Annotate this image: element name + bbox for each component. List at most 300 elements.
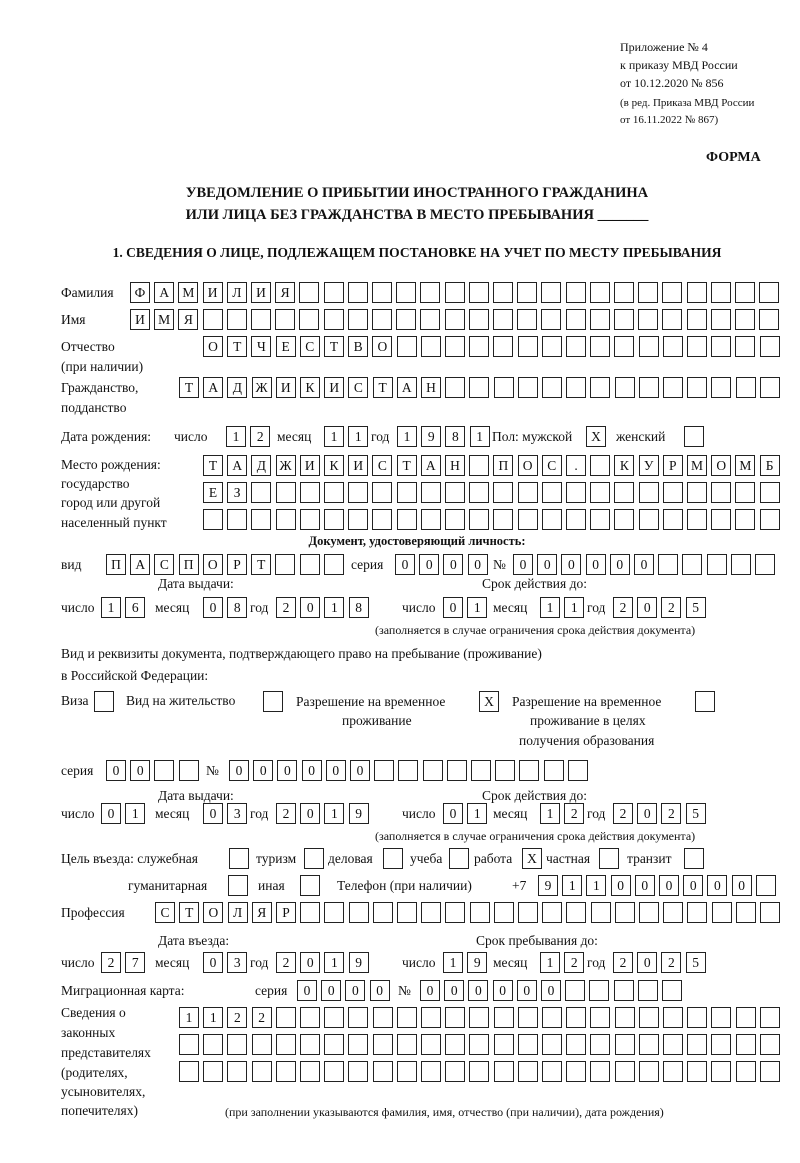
char-box[interactable] <box>517 282 537 303</box>
char-box[interactable] <box>276 1061 296 1082</box>
char-box[interactable] <box>760 482 780 503</box>
char-box[interactable] <box>396 282 416 303</box>
char-box[interactable] <box>518 336 538 357</box>
checkbox-cell[interactable]: X <box>522 848 542 869</box>
char-box[interactable] <box>445 1061 465 1082</box>
char-box[interactable] <box>711 1007 731 1028</box>
char-box[interactable] <box>348 1034 368 1055</box>
char-box[interactable]: 8 <box>349 597 369 618</box>
right-doc-issue-year-field[interactable] <box>276 803 373 824</box>
char-box[interactable] <box>639 377 659 398</box>
char-box[interactable] <box>398 760 418 781</box>
char-box[interactable] <box>227 509 247 530</box>
char-box[interactable] <box>663 902 683 923</box>
char-box[interactable] <box>276 482 296 503</box>
purpose-official-checkbox[interactable] <box>229 848 253 869</box>
char-box[interactable] <box>687 282 707 303</box>
char-box[interactable]: 1 <box>562 875 582 896</box>
char-box[interactable] <box>469 282 489 303</box>
char-box[interactable] <box>493 282 513 303</box>
char-box[interactable]: С <box>542 455 562 476</box>
char-box[interactable] <box>495 760 515 781</box>
doc-issue-day-field[interactable] <box>101 597 149 618</box>
char-box[interactable] <box>518 1061 538 1082</box>
char-box[interactable]: И <box>276 377 296 398</box>
char-box[interactable] <box>662 309 682 330</box>
checkbox-cell[interactable] <box>684 426 704 447</box>
char-box[interactable] <box>590 509 610 530</box>
char-box[interactable] <box>445 282 465 303</box>
char-box[interactable] <box>735 282 755 303</box>
char-box[interactable] <box>711 1034 731 1055</box>
char-box[interactable]: 0 <box>203 952 223 973</box>
char-box[interactable] <box>494 1007 514 1028</box>
char-box[interactable]: 2 <box>564 803 584 824</box>
char-box[interactable] <box>397 1034 417 1055</box>
purpose-study-checkbox[interactable] <box>449 848 473 869</box>
char-box[interactable]: 1 <box>564 597 584 618</box>
char-box[interactable] <box>299 309 319 330</box>
char-box[interactable] <box>494 902 514 923</box>
char-box[interactable]: С <box>155 902 175 923</box>
char-box[interactable] <box>639 482 659 503</box>
char-box[interactable] <box>421 482 441 503</box>
char-box[interactable] <box>324 1034 344 1055</box>
char-box[interactable]: 0 <box>468 980 488 1001</box>
surname-field[interactable] <box>130 282 783 303</box>
char-box[interactable]: Е <box>203 482 223 503</box>
char-box[interactable]: 2 <box>661 803 681 824</box>
birth-year-field[interactable] <box>397 426 494 447</box>
char-box[interactable] <box>566 1007 586 1028</box>
char-box[interactable] <box>614 336 634 357</box>
doc-issue-year-field[interactable] <box>276 597 373 618</box>
char-box[interactable] <box>494 1034 514 1055</box>
checkbox-cell[interactable] <box>304 848 324 869</box>
char-box[interactable] <box>300 1007 320 1028</box>
char-box[interactable] <box>542 377 562 398</box>
char-box[interactable]: И <box>251 282 271 303</box>
char-box[interactable] <box>421 336 441 357</box>
char-box[interactable]: И <box>203 282 223 303</box>
phone-field[interactable] <box>538 875 780 896</box>
visa-checkbox[interactable] <box>94 691 118 712</box>
char-box[interactable]: И <box>130 309 150 330</box>
char-box[interactable]: К <box>324 455 344 476</box>
char-box[interactable] <box>373 1061 393 1082</box>
char-box[interactable]: 0 <box>635 875 655 896</box>
char-box[interactable] <box>614 482 634 503</box>
char-box[interactable] <box>324 282 344 303</box>
char-box[interactable] <box>324 902 344 923</box>
char-box[interactable]: Т <box>373 377 393 398</box>
char-box[interactable] <box>300 482 320 503</box>
char-box[interactable] <box>349 902 369 923</box>
doc-valid-year-field[interactable] <box>613 597 710 618</box>
char-box[interactable]: 0 <box>683 875 703 896</box>
purpose-business-checkbox[interactable] <box>383 848 407 869</box>
char-box[interactable]: О <box>203 336 223 357</box>
char-box[interactable] <box>299 282 319 303</box>
char-box[interactable]: 2 <box>276 803 296 824</box>
checkbox-cell[interactable] <box>263 691 283 712</box>
char-box[interactable] <box>711 1061 731 1082</box>
char-box[interactable]: 9 <box>467 952 487 973</box>
right-doc-valid-year-field[interactable] <box>613 803 710 824</box>
char-box[interactable]: 2 <box>564 952 584 973</box>
char-box[interactable] <box>493 309 513 330</box>
char-box[interactable] <box>566 1034 586 1055</box>
birthplace-field-row3[interactable] <box>203 509 784 530</box>
char-box[interactable] <box>614 980 634 1001</box>
char-box[interactable]: Ч <box>251 336 271 357</box>
char-box[interactable]: Л <box>228 902 248 923</box>
char-box[interactable] <box>300 1061 320 1082</box>
char-box[interactable] <box>707 554 727 575</box>
checkbox-cell[interactable] <box>228 875 248 896</box>
char-box[interactable] <box>687 482 707 503</box>
entry-day-field[interactable] <box>101 952 149 973</box>
char-box[interactable]: 6 <box>125 597 145 618</box>
char-box[interactable] <box>275 309 295 330</box>
char-box[interactable] <box>251 482 271 503</box>
char-box[interactable]: Ж <box>252 377 272 398</box>
char-box[interactable]: 1 <box>324 597 344 618</box>
char-box[interactable]: 0 <box>203 597 223 618</box>
char-box[interactable] <box>638 980 658 1001</box>
char-box[interactable] <box>542 1034 562 1055</box>
char-box[interactable] <box>324 1007 344 1028</box>
char-box[interactable] <box>469 309 489 330</box>
char-box[interactable] <box>590 282 610 303</box>
char-box[interactable] <box>663 1061 683 1082</box>
trp-checkbox[interactable] <box>479 691 503 712</box>
char-box[interactable] <box>542 509 562 530</box>
char-box[interactable]: 0 <box>634 554 654 575</box>
purpose-other-checkbox[interactable] <box>300 875 324 896</box>
char-box[interactable]: 1 <box>470 426 490 447</box>
char-box[interactable] <box>687 1061 707 1082</box>
char-box[interactable]: А <box>203 377 223 398</box>
char-box[interactable]: 9 <box>538 875 558 896</box>
char-box[interactable] <box>736 1007 756 1028</box>
birth-day-field[interactable] <box>226 426 274 447</box>
char-box[interactable] <box>590 1034 610 1055</box>
char-box[interactable]: И <box>348 455 368 476</box>
char-box[interactable] <box>300 1034 320 1055</box>
char-box[interactable] <box>397 1061 417 1082</box>
char-box[interactable] <box>518 482 538 503</box>
char-box[interactable] <box>639 509 659 530</box>
char-box[interactable] <box>639 1007 659 1028</box>
char-box[interactable] <box>324 509 344 530</box>
char-box[interactable]: З <box>227 482 247 503</box>
char-box[interactable]: Т <box>251 554 271 575</box>
char-box[interactable] <box>687 1034 707 1055</box>
char-box[interactable] <box>469 482 489 503</box>
char-box[interactable]: 0 <box>637 952 657 973</box>
char-box[interactable] <box>711 309 731 330</box>
checkbox-cell[interactable] <box>599 848 619 869</box>
char-box[interactable] <box>759 282 779 303</box>
char-box[interactable] <box>372 509 392 530</box>
char-box[interactable]: 9 <box>349 803 369 824</box>
char-box[interactable]: Р <box>227 554 247 575</box>
doc-valid-day-field[interactable] <box>443 597 491 618</box>
char-box[interactable] <box>759 309 779 330</box>
char-box[interactable] <box>638 309 658 330</box>
char-box[interactable]: К <box>300 377 320 398</box>
char-box[interactable] <box>251 509 271 530</box>
char-box[interactable] <box>760 1007 780 1028</box>
right-doc-number-field[interactable] <box>229 760 592 781</box>
reps-field-row1[interactable] <box>179 1007 784 1028</box>
char-box[interactable]: 0 <box>707 875 727 896</box>
char-box[interactable]: 1 <box>443 952 463 973</box>
purpose-transit-checkbox[interactable] <box>684 848 708 869</box>
char-box[interactable] <box>493 509 513 530</box>
char-box[interactable] <box>373 902 393 923</box>
char-box[interactable]: 0 <box>130 760 150 781</box>
char-box[interactable]: А <box>130 554 150 575</box>
char-box[interactable]: 0 <box>493 980 513 1001</box>
char-box[interactable] <box>663 509 683 530</box>
char-box[interactable]: 0 <box>444 980 464 1001</box>
char-box[interactable] <box>469 455 489 476</box>
char-box[interactable] <box>663 482 683 503</box>
char-box[interactable] <box>712 902 732 923</box>
char-box[interactable]: 0 <box>517 980 537 1001</box>
char-box[interactable] <box>755 554 775 575</box>
char-box[interactable] <box>735 482 755 503</box>
char-box[interactable] <box>348 309 368 330</box>
char-box[interactable] <box>445 482 465 503</box>
char-box[interactable] <box>372 282 392 303</box>
char-box[interactable]: 0 <box>659 875 679 896</box>
char-box[interactable] <box>615 1061 635 1082</box>
birth-month-field[interactable] <box>324 426 372 447</box>
char-box[interactable] <box>469 1034 489 1055</box>
citizenship-field[interactable] <box>179 377 784 398</box>
checkbox-cell[interactable] <box>229 848 249 869</box>
char-box[interactable] <box>374 760 394 781</box>
char-box[interactable]: О <box>372 336 392 357</box>
char-box[interactable] <box>590 1061 610 1082</box>
migration-number-field[interactable] <box>420 980 686 1001</box>
stay-day-field[interactable] <box>443 952 491 973</box>
char-box[interactable]: М <box>735 455 755 476</box>
char-box[interactable] <box>445 377 465 398</box>
char-box[interactable]: 0 <box>610 554 630 575</box>
char-box[interactable] <box>421 1007 441 1028</box>
char-box[interactable]: 1 <box>324 952 344 973</box>
char-box[interactable] <box>760 377 780 398</box>
right-doc-issue-day-field[interactable] <box>101 803 149 824</box>
char-box[interactable]: Т <box>203 455 223 476</box>
char-box[interactable]: Ж <box>276 455 296 476</box>
char-box[interactable]: В <box>348 336 368 357</box>
char-box[interactable]: 2 <box>661 597 681 618</box>
char-box[interactable] <box>397 482 417 503</box>
char-box[interactable] <box>203 1061 223 1082</box>
char-box[interactable] <box>154 760 174 781</box>
char-box[interactable] <box>590 455 610 476</box>
char-box[interactable] <box>589 980 609 1001</box>
char-box[interactable]: Т <box>227 336 247 357</box>
entry-month-field[interactable] <box>203 952 251 973</box>
char-box[interactable]: 0 <box>350 760 370 781</box>
char-box[interactable] <box>397 509 417 530</box>
char-box[interactable]: 1 <box>540 952 560 973</box>
char-box[interactable] <box>203 509 223 530</box>
char-box[interactable] <box>542 1007 562 1028</box>
char-box[interactable]: М <box>687 455 707 476</box>
purpose-private-checkbox[interactable] <box>599 848 623 869</box>
char-box[interactable] <box>348 482 368 503</box>
char-box[interactable]: 5 <box>686 803 706 824</box>
char-box[interactable] <box>568 760 588 781</box>
char-box[interactable] <box>518 1034 538 1055</box>
char-box[interactable] <box>373 1007 393 1028</box>
char-box[interactable]: С <box>154 554 174 575</box>
char-box[interactable]: 0 <box>443 554 463 575</box>
char-box[interactable] <box>469 1007 489 1028</box>
entry-year-field[interactable] <box>276 952 373 973</box>
char-box[interactable]: 2 <box>613 952 633 973</box>
char-box[interactable]: 2 <box>227 1007 247 1028</box>
stay-month-field[interactable] <box>540 952 588 973</box>
char-box[interactable]: 1 <box>324 803 344 824</box>
char-box[interactable] <box>227 1061 247 1082</box>
doc-kind-field[interactable] <box>106 554 348 575</box>
char-box[interactable]: 0 <box>561 554 581 575</box>
char-box[interactable]: П <box>106 554 126 575</box>
char-box[interactable] <box>276 1007 296 1028</box>
char-box[interactable]: 2 <box>613 803 633 824</box>
char-box[interactable] <box>687 377 707 398</box>
char-box[interactable] <box>566 282 586 303</box>
char-box[interactable]: 0 <box>345 980 365 1001</box>
char-box[interactable] <box>445 1034 465 1055</box>
char-box[interactable] <box>566 509 586 530</box>
char-box[interactable] <box>566 1061 586 1082</box>
char-box[interactable]: 1 <box>467 597 487 618</box>
char-box[interactable] <box>591 902 611 923</box>
char-box[interactable] <box>493 336 513 357</box>
char-box[interactable]: Т <box>397 455 417 476</box>
char-box[interactable] <box>565 980 585 1001</box>
profession-field[interactable] <box>155 902 784 923</box>
char-box[interactable] <box>420 309 440 330</box>
char-box[interactable] <box>687 336 707 357</box>
char-box[interactable] <box>731 554 751 575</box>
right-doc-series-field[interactable] <box>106 760 203 781</box>
char-box[interactable]: . <box>566 455 586 476</box>
char-box[interactable] <box>566 482 586 503</box>
char-box[interactable]: 0 <box>637 803 657 824</box>
char-box[interactable] <box>179 1034 199 1055</box>
char-box[interactable] <box>735 336 755 357</box>
char-box[interactable] <box>663 1007 683 1028</box>
char-box[interactable]: А <box>154 282 174 303</box>
char-box[interactable] <box>203 309 223 330</box>
char-box[interactable] <box>203 1034 223 1055</box>
char-box[interactable] <box>469 377 489 398</box>
char-box[interactable]: А <box>397 377 417 398</box>
char-box[interactable] <box>445 902 465 923</box>
char-box[interactable]: Д <box>251 455 271 476</box>
checkbox-cell[interactable] <box>684 848 704 869</box>
char-box[interactable]: 0 <box>203 803 223 824</box>
char-box[interactable] <box>179 760 199 781</box>
char-box[interactable] <box>348 509 368 530</box>
char-box[interactable] <box>566 377 586 398</box>
char-box[interactable] <box>544 760 564 781</box>
char-box[interactable] <box>615 902 635 923</box>
char-box[interactable] <box>445 509 465 530</box>
char-box[interactable] <box>421 1034 441 1055</box>
char-box[interactable]: 0 <box>300 952 320 973</box>
char-box[interactable] <box>614 309 634 330</box>
char-box[interactable] <box>397 336 417 357</box>
char-box[interactable] <box>421 509 441 530</box>
char-box[interactable] <box>420 282 440 303</box>
char-box[interactable]: 7 <box>125 952 145 973</box>
char-box[interactable] <box>518 1007 538 1028</box>
purpose-work-checkbox[interactable] <box>522 848 546 869</box>
checkbox-cell[interactable]: X <box>479 691 499 712</box>
char-box[interactable] <box>736 1061 756 1082</box>
char-box[interactable]: Н <box>421 377 441 398</box>
char-box[interactable] <box>423 760 443 781</box>
char-box[interactable] <box>614 282 634 303</box>
checkbox-cell[interactable] <box>383 848 403 869</box>
char-box[interactable]: П <box>179 554 199 575</box>
char-box[interactable] <box>421 1061 441 1082</box>
checkbox-cell[interactable] <box>94 691 114 712</box>
birthplace-field-row2[interactable] <box>203 482 784 503</box>
char-box[interactable] <box>445 309 465 330</box>
char-box[interactable]: 1 <box>540 597 560 618</box>
char-box[interactable]: А <box>421 455 441 476</box>
char-box[interactable] <box>518 509 538 530</box>
char-box[interactable] <box>639 1034 659 1055</box>
char-box[interactable]: П <box>493 455 513 476</box>
char-box[interactable] <box>517 309 537 330</box>
char-box[interactable] <box>736 377 756 398</box>
char-box[interactable] <box>324 482 344 503</box>
purpose-tourism-checkbox[interactable] <box>304 848 328 869</box>
char-box[interactable]: Я <box>275 282 295 303</box>
char-box[interactable] <box>639 1061 659 1082</box>
char-box[interactable]: 1 <box>226 426 246 447</box>
char-box[interactable]: 3 <box>227 803 247 824</box>
char-box[interactable]: Ф <box>130 282 150 303</box>
char-box[interactable]: 0 <box>277 760 297 781</box>
char-box[interactable] <box>372 482 392 503</box>
char-box[interactable] <box>711 336 731 357</box>
char-box[interactable]: 0 <box>253 760 273 781</box>
char-box[interactable]: 0 <box>611 875 631 896</box>
char-box[interactable] <box>471 760 491 781</box>
char-box[interactable]: Б <box>760 455 780 476</box>
char-box[interactable]: 0 <box>370 980 390 1001</box>
char-box[interactable]: 0 <box>101 803 121 824</box>
char-box[interactable]: 1 <box>348 426 368 447</box>
doc-issue-month-field[interactable] <box>203 597 251 618</box>
char-box[interactable] <box>470 902 490 923</box>
migration-series-field[interactable] <box>297 980 394 1001</box>
